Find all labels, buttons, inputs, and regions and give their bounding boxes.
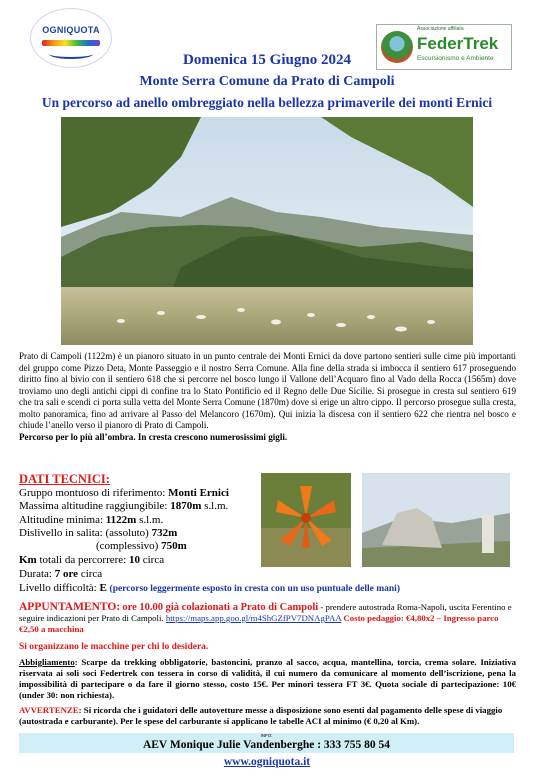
cairn-photo [362,473,510,567]
rainbow-bar-icon [42,40,100,46]
description-body: Prato di Campoli (1122m) è un pianoro situato in un punto centrale dei Monti Ernici da dove partono sentieri sulle cime più importanti del gruppo come Pizzo Deta, Monte Passeggio e il nostro Serra Comune. Alla fine della strada si imbocca il sentiero 617 proseguendo diritto fino al bivio con il sentiero 618 che si percorre nel bosco lungo il Vallone dell’Acquaro fino al Vado della Rocca (1565m) dove troviamo uno degli antichi cippi di confine tra lo Stato Pontificio ed il Regno delle Due Sicilie. Si prosegue in cresta sul sentiero 619 che tra sali e scendi ci porta sulla vetta del Monte Serra Comune (1870m) dove si erige un altro cippo. Il percorso prosegue sulla cresta, molto panoramica, fino ad arrivare al Passo del Melancoro (1670m). Qui inizia la discesa con il sentiero 622 che rientra nel bosco e chiude l’anello verso il pianoro di Prato di Campoli. [19,351,516,430]
appointment-cost: Costo pedaggio: €4,80x2 – Ingresso parco €2,50 a macchina [19,613,499,634]
contact-label: INFO: [260,733,273,738]
warning-body: : Si ricorda che i guidatori delle autovetture messe a disposizione sono esenti dal pagamento delle spese di viaggio (autostrada e carburante). Per le spese del carburante si applicano le tabelle ACI al minimo (€ 0,20 al Km). [19,705,503,726]
tech-heading: DATI TECNICI: [19,472,110,486]
equipment-label: Abbigliamento [19,657,75,667]
appointment-block [19,602,516,635]
contact-box [19,733,514,753]
tech-difficulty: Livello difficoltà: E (percorso leggermente esposto in cresta con un uso puntuale delle mani) [19,582,400,594]
tech-climb-total: (complessivo) 750m [96,540,187,552]
federtrek-sub: Escursionismo e Ambiente [417,55,494,62]
federtrek-brand: FederTrek [417,34,499,53]
route-title: Monte Serra Comune da Prato di Campoli [139,74,395,89]
tech-duration: Durata: 7 ore circa [19,568,103,580]
appointment-time: ore 10.00 già colazionati a Prato di Campoli [122,602,319,613]
maps-link[interactable]: https://maps.app.goo.gl/m4ShGZfPV7DNAgPAA [165,613,342,623]
equipment-body: : Scarpe da trekking obbligatorie, bastoncini, pranzo al sacco, acqua, mantellina, torcia, crema solare. Iniziativa riservata ai soli soci Federtrek con tessera in corso di validità, il cui numero da comunicare al momento dell’iscrizione, pena la impossibilità di partecipare o da fare il giorno stesso, costo 15€. Per minori tessera FT 3€. Quota sociale di partecipazione: 10€ (under 30: non richiesta). [19,657,516,700]
ogniquota-logo-text: OGNIQUOTA [42,25,100,35]
tech-climb: Dislivello in salita: (assoluto) 732m [19,527,178,539]
appointment-heading: APPUNTAMENTO: [19,601,121,613]
appointment-directions: - prendere autostrada Roma-Napoli, uscita Ferentino e seguire indicazioni per Prato di Campoli. [19,602,512,623]
tech-min-altitude: Altitudine minima: 1122m s.l.m. [19,514,164,526]
carpool-note: Si organizzano le macchine per chi lo desidera. [19,642,209,652]
route-tagline: Un percorso ad anello ombreggiato nella bellezza primaverile dei monti Ernici [41,95,493,110]
federtrek-assoc: Associazione affiliata [417,26,464,32]
tech-distance: Km totali da percorrere: 10 circa [19,554,165,566]
lily-photo [261,473,351,567]
equipment-block [19,657,516,701]
description-emphasis: Percorso per lo più all’ombra. In cresta crescono numerosissimi gigli. [19,431,288,442]
warning-block [19,705,516,727]
tech-max-altitude: Massima altitudine raggiungibile: 1870m s.l.m. [19,500,229,512]
warning-label: AVVERTENZE [19,705,79,715]
landscape-photo [61,117,473,345]
route-description [19,351,516,443]
contact-line: AEV Monique Julie Vandenberghe : 333 755 80 54 [142,739,391,751]
website-link[interactable]: www.ogniquota.it [223,756,311,768]
tech-group: Gruppo montuoso di riferimento: Monti Ernici [19,487,229,499]
event-date: Domenica 15 Giugno 2024 [183,52,351,68]
